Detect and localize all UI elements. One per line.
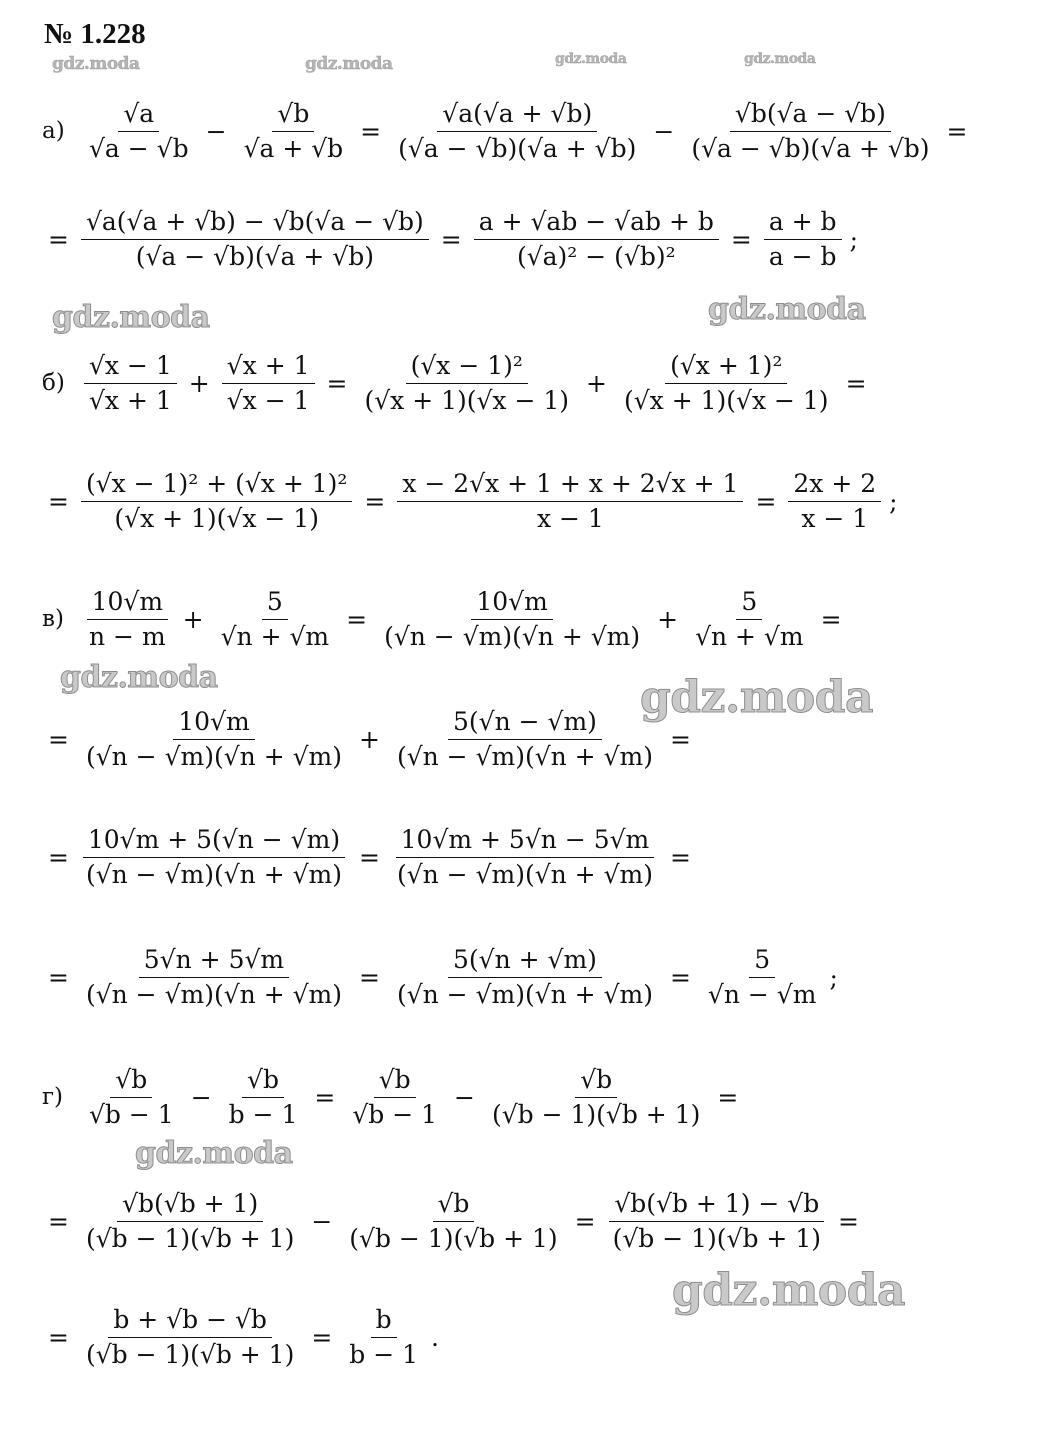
fraction <box>84 585 171 654</box>
equation-line <box>42 342 873 424</box>
fraction-numerator: √a(√a + √b) − √b(√a − √b) <box>81 205 429 240</box>
fraction <box>359 349 574 418</box>
operator: = <box>48 224 69 254</box>
watermark: gdz.moda <box>672 1265 906 1316</box>
equation-line <box>42 816 697 898</box>
operator: = <box>346 604 368 634</box>
operator: + <box>586 368 607 398</box>
fraction-denominator: (√x + 1)(√x − 1) <box>364 385 570 415</box>
equation-line <box>42 460 898 542</box>
equation-line <box>42 1056 744 1138</box>
fraction-numerator: b + √b − √b <box>108 1303 272 1338</box>
fraction-denominator: (√b − 1)(√b + 1) <box>491 1099 701 1129</box>
equation-line <box>42 936 838 1018</box>
fraction-denominator: n − m <box>89 621 166 651</box>
fraction-denominator: (√b − 1)(√b + 1) <box>349 1223 558 1253</box>
equation-line <box>42 1296 439 1378</box>
fraction <box>81 705 347 774</box>
fraction <box>487 1063 705 1132</box>
fraction <box>397 467 743 536</box>
operator: − <box>454 1082 475 1112</box>
fraction-numerator: √b <box>374 1063 416 1098</box>
operator: = <box>360 116 382 146</box>
watermark: gdz.moda <box>60 660 218 695</box>
fraction-numerator: b <box>371 1303 397 1338</box>
line-terminator: ; <box>849 224 858 254</box>
fraction-denominator: (√n − √m)(√n + √m) <box>85 741 342 771</box>
fraction <box>81 1303 299 1372</box>
operator: = <box>845 368 867 398</box>
fraction-numerator: 5(√n + √m) <box>448 943 602 978</box>
operator: = <box>326 368 348 398</box>
fraction-numerator: (√x − 1)² <box>406 349 528 384</box>
watermark: gdz.moda <box>744 51 816 67</box>
fraction <box>84 1063 179 1132</box>
operator: + <box>188 368 210 398</box>
fraction-numerator: √a(√a + √b) <box>437 97 597 132</box>
fraction-numerator: √b <box>110 1063 152 1098</box>
fraction-denominator: √a − √b <box>89 133 189 163</box>
fraction <box>344 1303 423 1372</box>
fraction <box>81 823 347 892</box>
operator: = <box>48 486 69 516</box>
equation-line <box>42 198 858 280</box>
fraction-numerator: √a <box>118 97 159 132</box>
equation-line <box>42 1180 865 1262</box>
fraction-numerator: √x − 1 <box>84 349 177 384</box>
problem-number: № 1.228 <box>44 18 146 50</box>
watermark: gdz.moda <box>52 54 140 74</box>
fraction-denominator: (√n − √m)(√n + √m) <box>384 621 641 651</box>
fraction <box>392 705 658 774</box>
fraction-numerator: √x + 1 <box>222 349 315 384</box>
operator: = <box>669 962 691 992</box>
operator: − <box>653 116 675 146</box>
fraction <box>379 585 645 654</box>
fraction-numerator: √b(√b + 1) − √b <box>609 1187 824 1222</box>
fraction <box>474 205 719 274</box>
fraction-numerator: a + b <box>764 205 842 240</box>
operator: − <box>311 1206 333 1236</box>
fraction-denominator: (√a − √b)(√a + √b) <box>691 133 930 163</box>
equation-line <box>42 698 697 780</box>
part-label: б) <box>42 370 65 396</box>
fraction-denominator: √n + √m <box>695 621 804 651</box>
fraction-numerator: √b <box>575 1063 617 1098</box>
fraction <box>703 943 822 1012</box>
fraction-denominator: √n − √m <box>707 979 817 1009</box>
operator: = <box>311 1322 333 1352</box>
fraction-denominator: (√n − √m)(√n + √m) <box>85 859 342 889</box>
fraction-denominator: (√b − 1)(√b + 1) <box>612 1223 821 1253</box>
operator: = <box>364 486 386 516</box>
fraction-numerator: a + √ab − √ab + b <box>474 205 719 240</box>
fraction-numerator: √b <box>433 1187 475 1222</box>
operator: + <box>358 724 380 754</box>
fraction-numerator: √b <box>272 97 314 132</box>
operator: = <box>837 1206 859 1236</box>
fraction-denominator: (√a − √b)(√a + √b) <box>398 133 637 163</box>
fraction-denominator: √b − 1 <box>89 1099 174 1129</box>
operator: = <box>440 224 462 254</box>
operator: = <box>358 962 380 992</box>
operator: = <box>314 1082 336 1112</box>
operator: = <box>717 1082 739 1112</box>
fraction-numerator: √b <box>242 1063 284 1098</box>
fraction <box>619 349 834 418</box>
equation-line <box>42 578 848 660</box>
fraction <box>347 1063 442 1132</box>
fraction <box>392 823 658 892</box>
fraction-numerator: 5 <box>262 585 288 620</box>
fraction-denominator: (√n − √m)(√n + √m) <box>396 979 653 1009</box>
line-terminator: . <box>431 1322 439 1352</box>
equation-line <box>42 90 974 172</box>
line-terminator: ; <box>829 962 838 992</box>
fraction <box>222 349 315 418</box>
fraction <box>224 1063 303 1132</box>
part-label: г) <box>42 1084 64 1110</box>
fraction-numerator: 10√m + 5(√n − √m) <box>83 823 345 858</box>
fraction-numerator: 5 <box>736 585 762 620</box>
fraction-denominator: b − 1 <box>349 1339 419 1369</box>
operator: + <box>182 604 204 634</box>
operator: = <box>820 604 842 634</box>
fraction-denominator: (√a)² − (√b)² <box>516 241 676 271</box>
fraction <box>81 205 429 274</box>
watermark: gdz.moda <box>52 300 210 335</box>
fraction-numerator: 5(√n − √m) <box>448 705 602 740</box>
fraction <box>81 943 347 1012</box>
watermark: gdz.moda <box>555 51 627 67</box>
operator: = <box>755 486 777 516</box>
fraction <box>764 205 842 274</box>
fraction-denominator: (√b − 1)(√b + 1) <box>85 1339 295 1369</box>
operator: − <box>190 1082 212 1112</box>
fraction-denominator: √x + 1 <box>89 385 172 415</box>
fraction-numerator: 5 <box>749 943 775 978</box>
fraction-numerator: 10√m <box>87 585 168 620</box>
fraction-numerator: (√x − 1)² + (√x + 1)² <box>81 467 352 502</box>
fraction-numerator: √b(√b + 1) <box>117 1187 263 1222</box>
operator: − <box>205 116 227 146</box>
fraction-denominator: x − 1 <box>801 503 869 533</box>
operator: = <box>48 842 69 872</box>
fraction-denominator: (√x + 1)(√x − 1) <box>624 385 829 415</box>
watermark: gdz.moda <box>640 672 874 723</box>
fraction-numerator: x − 2√x + 1 + x + 2√x + 1 <box>397 467 743 502</box>
fraction <box>392 943 658 1012</box>
operator: = <box>358 842 380 872</box>
fraction <box>608 1187 826 1256</box>
fraction-denominator: (√n − √m)(√n + √m) <box>85 979 342 1009</box>
fraction-numerator: √b(√a − √b) <box>730 97 891 132</box>
operator: = <box>48 1206 69 1236</box>
fraction-numerator: (√x + 1)² <box>665 349 787 384</box>
fraction <box>686 97 934 166</box>
operator: = <box>669 842 691 872</box>
fraction-denominator: (√x + 1)(√x − 1) <box>114 503 319 533</box>
fraction <box>81 1187 299 1256</box>
part-label: в) <box>42 606 64 632</box>
fraction-numerator: 10√m + 5√n − 5√m <box>396 823 655 858</box>
fraction-denominator: (√b − 1)(√b + 1) <box>85 1223 295 1253</box>
operator: = <box>669 724 691 754</box>
operator: = <box>48 724 69 754</box>
fraction-denominator: √x − 1 <box>226 385 310 415</box>
watermark: gdz.moda <box>135 1136 293 1171</box>
fraction-denominator: (√n − √m)(√n + √m) <box>396 741 653 771</box>
part-label: а) <box>42 118 65 144</box>
operator: = <box>574 1206 596 1236</box>
operator: = <box>730 224 752 254</box>
fraction <box>344 1187 562 1256</box>
fraction-denominator: (√n − √m)(√n + √m) <box>396 859 653 889</box>
fraction-denominator: b − 1 <box>228 1099 298 1129</box>
operator: = <box>946 116 968 146</box>
fraction-denominator: √b − 1 <box>352 1099 438 1129</box>
fraction-denominator: a − b <box>768 241 837 271</box>
fraction-numerator: 2x + 2 <box>788 467 881 502</box>
fraction-denominator: √n + √m <box>220 621 330 651</box>
operator: = <box>48 1322 69 1352</box>
watermark: gdz.moda <box>708 292 866 327</box>
fraction <box>84 349 177 418</box>
watermark: gdz.moda <box>305 54 393 74</box>
fraction-numerator: 5√n + 5√m <box>139 943 289 978</box>
line-terminator: ; <box>889 486 898 516</box>
fraction <box>690 585 809 654</box>
fraction <box>81 467 352 536</box>
operator: = <box>48 962 69 992</box>
fraction <box>84 97 194 166</box>
fraction-numerator: 10√m <box>471 585 552 620</box>
fraction-denominator: x − 1 <box>536 503 604 533</box>
fraction-denominator: √a + √b <box>243 133 344 163</box>
fraction <box>393 97 641 166</box>
fraction-numerator: 10√m <box>173 705 254 740</box>
fraction <box>216 585 335 654</box>
fraction <box>239 97 349 166</box>
fraction-denominator: (√a − √b)(√a + √b) <box>135 241 374 271</box>
fraction <box>788 467 881 536</box>
operator: + <box>657 604 679 634</box>
